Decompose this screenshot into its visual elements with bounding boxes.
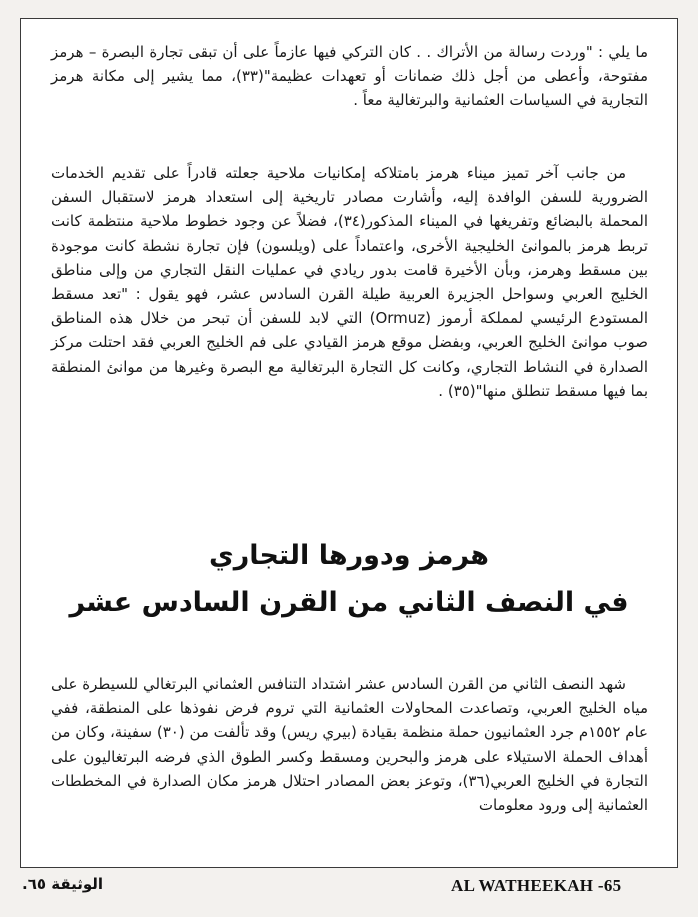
footer-latin-journal: AL WATHEEKAH -65 [451,876,622,895]
section-heading-line-1: هرمز ودورها التجاري [209,540,489,571]
footer-arabic-journal: الوثيقة ٦٥. [22,875,104,893]
body-paragraph-1: ما يلي : "وردت رسالة من الأتراك . . كان التركي فيها عازماً على أن تبقى تجارة البصرة – هرمز مفتوحة، وأعطى من أجل ذلك ضمانات أو تعهدات عظيمة"(٣٣)، مما يشير إلى مكانة هرمز التجارية في السياسات العثمانية والبرتغالية معاً . [51,43,648,110]
body-paragraph-2: من جانب آخر تميز ميناء هرمز بامتلاكه إمكانيات ملاحية جعلته قادراً على تقديم الخدمات الضرورية للسفن الوافدة إليه، وأشارت مصادر تاريخية إلى استعداد هرمز لاستقبال السفن المحملة بالبضائع وتفريغها في الميناء المذكور(٣٤)، فضلاً عن وجود خطوط ملاحية منتظمة كانت تربط هرمز بالموانئ الخليجية الأخرى، واعتماداً على (ويلسون) فإن تجارة نشطة كانت موجودة بين مسقط وهرمز، وبأن الأخيرة قامت بدور ريادي في عمليات النقل التجاري من وإلى مناطق الخليج العربي وسواحل الجزيرة العربية طيلة القرن السادس عشر، فهو يقول : "تعد مسقط المستودع الرئيسي لمملكة أرموز (Ormuz) التي لابد للسفن أن تبحر من خلال هذه المناطق صوب موانئ الخليج العربي، وبفضل موقع هرمز القيادي على فم الخليج العربي فقد احتلت مركز الصدارة في النشاط التجاري، وكانت كل التجارة البرتغالية مع البصرة وغيرها من موانئ المنطقة بما فيها مسقط تنطلق منها"(٣٥) . [51,164,648,400]
section-heading-line-2: في النصف الثاني من القرن السادس عشر [69,587,629,618]
page-frame [20,18,678,868]
body-paragraph-3: شهد النصف الثاني من القرن السادس عشر اشتداد التنافس العثماني البرتغالي للسيطرة على مياه الخليج العربي، وتصاعدت المحاولات العثمانية التي تروم فرض نفوذها على المنطقة، ففي عام ١٥٥٢م جرد العثمانيون حملة منظمة بقيادة (بيري ريس) وقد تألفت من (٣٠) سفينة، وكان من أهداف الحملة الاستيلاء على هرمز والبحرين ومسقط وكسر الطوق الذي فرضه البرتغاليون على التجارة في الخليج العربي(٣٦)، وتوعز بعض المصادر احتلال هرمز مكان الصدارة في المخططات العثمانية إلى ورود معلومات [51,675,649,815]
